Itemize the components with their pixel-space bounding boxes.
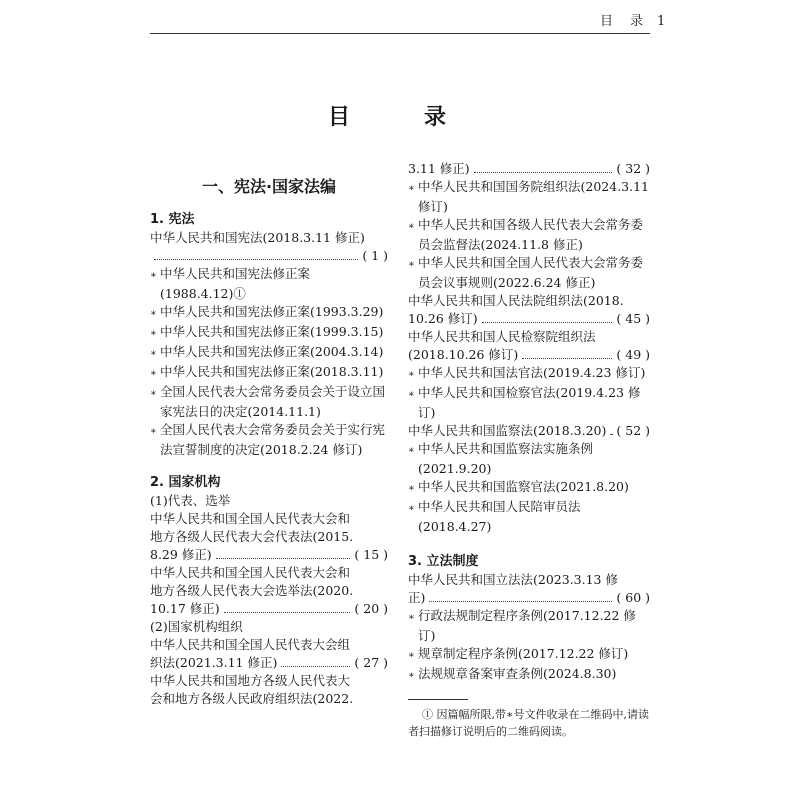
running-head-title: 目 录 bbox=[600, 14, 646, 29]
starred-entry[interactable]: ∗ 中华人民共和国法官法(2019.4.23 修订) bbox=[408, 364, 650, 384]
toc-column-right bbox=[408, 160, 650, 740]
toc-entry-page: ( 15 ) bbox=[354, 547, 388, 562]
leader-dots bbox=[522, 358, 612, 359]
toc-title: 目 录 bbox=[327, 104, 472, 130]
starred-entry[interactable]: ∗ 中华人民共和国监察法实施条例(2021.9.20) bbox=[408, 440, 650, 478]
toc-entry-title: 10.26 修订) bbox=[408, 311, 478, 326]
leader-dots bbox=[610, 434, 612, 435]
toc-entry-title: 中华人民共和国人民检察院组织法 bbox=[408, 329, 596, 344]
toc-entry-title: 中华人民共和国全国人民代表大会组 bbox=[150, 637, 351, 652]
toc-entry-continued[interactable] bbox=[408, 160, 650, 178]
toc-entry[interactable] bbox=[408, 571, 650, 607]
toc-entry-page: ( 32 ) bbox=[616, 161, 650, 176]
toc-entry-page: ( 20 ) bbox=[354, 601, 388, 616]
toc-entry[interactable] bbox=[150, 636, 388, 672]
toc-entry-title: 中华人民共和国人民法院组织法(2018. bbox=[408, 293, 624, 308]
starred-entry[interactable]: ∗ 中华人民共和国宪法修正案(2018.3.11) bbox=[150, 363, 388, 383]
starred-entry[interactable]: ∗ 行政法规制定程序条例(2017.12.22 修订) bbox=[408, 607, 650, 645]
toc-entry-title: 中华人民共和国宪法(2018.3.11 修正) bbox=[150, 230, 365, 245]
toc-entry-title: 地方各级人民代表大会选举法(2020. bbox=[150, 583, 354, 598]
toc-entry-title: 织法(2021.3.11 修正) bbox=[150, 655, 278, 670]
toc-entry[interactable] bbox=[408, 422, 650, 440]
toc-entry-title: 10.17 修正) bbox=[150, 601, 220, 616]
toc-entry[interactable] bbox=[408, 328, 650, 364]
starred-entry[interactable]: ∗ 中华人民共和国宪法修正案(1999.3.15) bbox=[150, 323, 388, 343]
starred-entry[interactable]: ∗ 中华人民共和国宪法修正案(2004.3.14) bbox=[150, 343, 388, 363]
starred-entry[interactable]: ∗ 全国人民代表大会常务委员会关于设立国家宪法日的决定(2014.11.1) bbox=[150, 383, 388, 421]
toc-entry-title: 3.11 修正) bbox=[408, 161, 470, 176]
subsection-heading: (2)国家机构组织 bbox=[150, 619, 243, 634]
leader-dots bbox=[224, 612, 351, 613]
leader-dots bbox=[429, 601, 612, 602]
toc-entry-page: ( 49 ) bbox=[616, 347, 650, 362]
toc-entry-title: 地方各级人民代表大会代表法(2015. bbox=[150, 529, 354, 544]
footnote-rule bbox=[408, 699, 468, 700]
part-title: 一、宪法·国家法编 bbox=[201, 177, 337, 196]
leader-dots bbox=[474, 172, 613, 173]
starred-entry[interactable]: ∗ 中华人民共和国人民陪审员法(2018.4.27) bbox=[408, 498, 650, 536]
subsection-heading: (1)代表、选举 bbox=[150, 493, 231, 508]
page-number: 1 bbox=[657, 14, 668, 29]
starred-entry[interactable]: ∗ 全国人民代表大会常务委员会关于实行宪法宣誓制度的决定(2018.2.24 修订) bbox=[150, 421, 388, 459]
toc-column-left bbox=[150, 178, 388, 708]
toc-entry[interactable] bbox=[150, 564, 388, 618]
toc-entry-title: 中华人民共和国立法法(2023.3.13 修 bbox=[408, 572, 618, 587]
toc-entry-title: 中华人民共和国监察法(2018.3.20) bbox=[408, 423, 607, 438]
starred-entry[interactable]: ∗ 中华人民共和国检察官法(2019.4.23 修订) bbox=[408, 384, 650, 422]
toc-entry-page: ( 60 ) bbox=[616, 590, 650, 605]
leader-dots bbox=[281, 666, 350, 667]
starred-entry[interactable]: ∗ 中华人民共和国宪法修正案(1988.4.12)① bbox=[150, 265, 388, 303]
toc-entry[interactable] bbox=[150, 229, 388, 265]
leader-dots bbox=[154, 259, 358, 260]
section-heading: 1. 宪法 bbox=[150, 212, 195, 227]
toc-entry-title: 中华人民共和国全国人民代表大会和 bbox=[150, 511, 351, 526]
toc-entry-page: ( 45 ) bbox=[616, 311, 650, 326]
starred-entry[interactable]: ∗ 法规规章备案审查条例(2024.8.30) bbox=[408, 665, 650, 685]
toc-entry-page: ( 27 ) bbox=[354, 655, 388, 670]
toc-entry-title: 8.29 修正) bbox=[150, 547, 212, 562]
toc-entry-page: ( 52 ) bbox=[616, 423, 650, 438]
toc-entry-title: 中华人民共和国地方各级人民代表大 bbox=[150, 673, 351, 688]
toc-entry[interactable] bbox=[150, 672, 388, 708]
toc-entry-title: 中华人民共和国全国人民代表大会和 bbox=[150, 565, 351, 580]
toc-entry-page: ( 1 ) bbox=[362, 248, 388, 263]
starred-entry[interactable]: ∗ 中华人民共和国全国人民代表大会常务委员会议事规则(2022.6.24 修正) bbox=[408, 254, 650, 292]
leader-dots bbox=[482, 322, 613, 323]
header-rule bbox=[150, 33, 650, 34]
toc-entry-title: 会和地方各级人民政府组织法(2022. bbox=[150, 691, 354, 706]
section-heading: 2. 国家机构 bbox=[150, 475, 221, 490]
section-heading: 3. 立法制度 bbox=[408, 554, 479, 569]
toc-entry-title: (2018.10.26 修订) bbox=[408, 347, 519, 362]
starred-entry[interactable]: ∗ 中华人民共和国宪法修正案(1993.3.29) bbox=[150, 303, 388, 323]
toc-entry[interactable] bbox=[150, 510, 388, 564]
toc-entry-title: 正) bbox=[408, 590, 426, 605]
toc-entry[interactable] bbox=[408, 292, 650, 328]
starred-entry[interactable]: ∗ 规章制定程序条例(2017.12.22 修订) bbox=[408, 645, 650, 665]
starred-entry[interactable]: ∗ 中华人民共和国国务院组织法(2024.3.11 修订) bbox=[408, 178, 650, 216]
footnote: ① 因篇幅所限,带∗号文件收录在二维码中,请读者扫描修订说明后的二维码阅读。 bbox=[408, 708, 649, 738]
leader-dots bbox=[216, 558, 351, 559]
running-head bbox=[600, 10, 667, 29]
starred-entry[interactable]: ∗ 中华人民共和国各级人民代表大会常务委员会监督法(2024.11.8 修正) bbox=[408, 216, 650, 254]
starred-entry[interactable]: ∗ 中华人民共和国监察官法(2021.8.20) bbox=[408, 478, 650, 498]
